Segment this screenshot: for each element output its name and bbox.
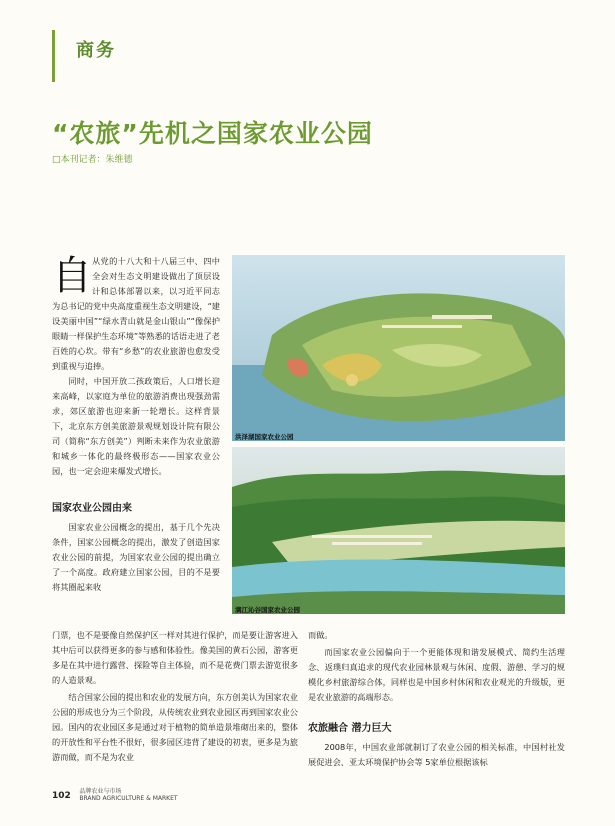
magazine-name [79, 788, 177, 802]
right-paragraph-1: 而国家农业公园偏向于一个更能体现和谐发展模式、简约生活理念、返璞归真追求的现代农业园林景观与休闲、度假、游憩、学习的规模化乡村旅游综合体，同样也是中国乡村休闲和农业观光的升级版，更是农业旅游的高端形态。 [308, 647, 565, 702]
caption-photo-2: 漓江沁谷国家农业公园 [235, 606, 300, 614]
photo-hongze-lake-park [232, 255, 565, 441]
photo-lijiang-valley-park [232, 447, 565, 614]
subhead-origin: 国家农业公园由来 [52, 503, 132, 514]
magazine-name-en: BRAND AGRICULTURE & MARKET [79, 795, 178, 802]
magazine-name-cn: 品牌农业与市场 [79, 788, 122, 795]
article-title: “农旅”先机之国家农业公园 [52, 119, 373, 148]
subhead-fusion: 农旅融合 潜力巨大 [308, 723, 392, 734]
origin-paragraph-2: 结合国家公园的提出和农业的发展方向，东方创美认为国家农业公园的形成也分为三个阶段，从传统农业到农业园区再到国家农业公园。国内的农业园区多是通过对于植物的简单造景堆砌出来的，整体的开放性和平台性不很好，很多园区违背了建设的初衷，更多是为旅游而做，而不是为农业 [52, 692, 298, 762]
origin-continued-column [52, 628, 298, 765]
right-paragraph-2: 2008年，中国农业部就制订了农业公园的相关标准，中国村社发展促进会、亚太环境保护协会等 5家单位根据该标 [308, 742, 565, 767]
intro-paragraph-2: 同时，中国开放二孩政策后，人口增长迎来高峰，以家庭为单位的旅游消费出现强劲需求，郊区旅游也迎来新一轮增长。这样背景下，北京东方创美旅游景观规划设计院有限公司（简称“东方创美”）判断未来作为农业旅游和城乡一体化的最终极形态——国家农业公园，也一定会迎来爆发式增长。 [52, 376, 220, 476]
section-accent-bar [52, 30, 55, 82]
origin-paragraph-1: 国家农业公园概念的提出，基于几个先决条件，国家公园概念的提出，激发了创造国家农业公园的前提，为国家农业公园的提出确立了一个高度。政府建立国家公园，目的不是要将其圈起来收 [52, 522, 220, 592]
right-paragraph-0: 而做。 [308, 630, 333, 640]
byline: □本刊记者：朱维德 [52, 155, 133, 165]
page-footer [52, 788, 178, 802]
intro-paragraph-1: 从党的十八大和十八届三中、四中全会对生态文明建设做出了顶层设计和总体部署以来，以习近平同志为总书记的党中央高度重视生态文明建设，“建设美丽中国”“绿水青山就是金山银山”“像保护眼睛一样保护生态环境”等熟悉的话语走进了老百姓的心坎。带有“乡愁”的农业旅游也愈发受到重视与追捧。 [52, 256, 220, 371]
origin-paragraph-1-continued: 门票，也不是要像自然保护区一样对其进行保护，而是要让游客进入其中后可以获得更多的参与感和体验性。像美国的黄石公园，游客更多是在其中进行露营、探险等自主体验，而不是花费门票去游览很多的人造景观。 [52, 630, 298, 685]
dropcap: 自 [52, 253, 92, 299]
right-column [308, 628, 565, 770]
section-title: 商务 [76, 40, 116, 61]
caption-photo-1: 洪泽湖国家农业公园 [235, 433, 294, 441]
page-number: 102 [52, 790, 71, 801]
intro-column [52, 254, 220, 595]
